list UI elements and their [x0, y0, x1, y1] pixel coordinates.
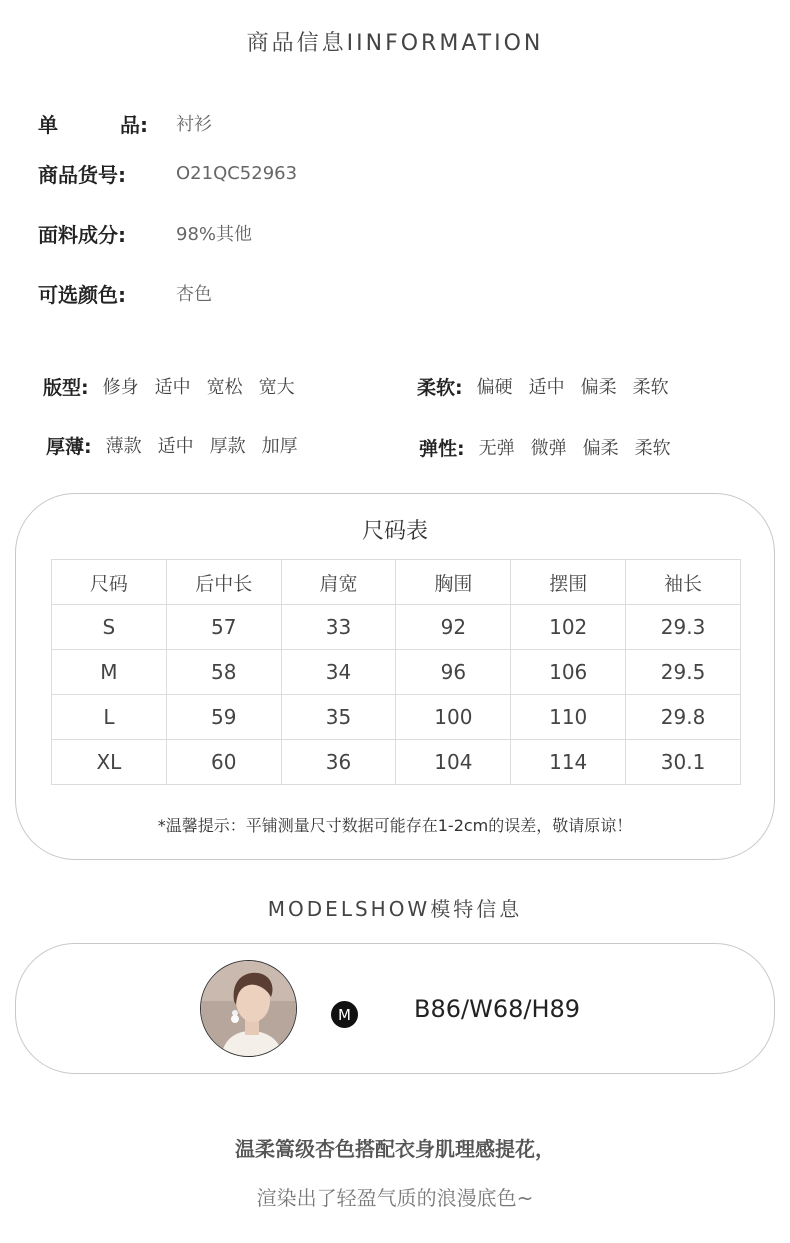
table-cell: L — [52, 695, 167, 740]
info-value-fabric: 98%其他 — [176, 224, 253, 245]
attr-label-softness: 柔软: — [417, 376, 463, 399]
attr-option-selected: 宽松 — [205, 373, 245, 399]
table-cell: S — [52, 605, 167, 650]
attr-row-elasticity — [419, 431, 685, 463]
info-section-title: 商品信息IINFORMATION — [246, 31, 544, 56]
size-chart-note: *温馨提示：平铺测量尺寸数据可能存在1-2cm的误差，敬请原谅！ — [157, 816, 633, 835]
table-cell: 34 — [281, 650, 396, 695]
attr-option: 厚款 — [209, 436, 246, 457]
table-row — [52, 605, 741, 650]
table-cell: 104 — [396, 740, 511, 785]
table-cell: 57 — [166, 605, 281, 650]
table-header-cell: 胸围 — [396, 560, 511, 605]
size-chart-title: 尺码表 — [361, 519, 428, 544]
info-value-item: 衬衫 — [176, 114, 212, 135]
attr-option: 适中 — [154, 377, 191, 398]
attr-option: 加厚 — [261, 436, 298, 457]
table-header-cell: 后中长 — [166, 560, 281, 605]
attr-option-selected: 适中 — [156, 432, 196, 458]
table-cell: 60 — [166, 740, 281, 785]
table-cell: XL — [52, 740, 167, 785]
table-cell: 59 — [166, 695, 281, 740]
table-cell: 96 — [396, 650, 511, 695]
attr-option: 偏柔 — [580, 377, 617, 398]
info-value-sku: O21QC52963 — [176, 162, 298, 184]
table-cell: 110 — [511, 695, 626, 740]
info-row-fabric — [38, 218, 252, 248]
table-cell: 29.8 — [626, 695, 741, 740]
table-cell: 92 — [396, 605, 511, 650]
attr-option: 柔软 — [632, 377, 669, 398]
attr-option-selected: 适中 — [527, 373, 567, 399]
attr-label-fit: 版型: — [43, 376, 89, 399]
attr-row-softness — [417, 370, 683, 402]
table-cell: M — [52, 650, 167, 695]
attr-row-fit — [43, 370, 309, 402]
table-header-cell: 尺码 — [52, 560, 167, 605]
model-info-panel — [15, 943, 775, 1074]
attr-option: 修身 — [102, 377, 139, 398]
table-cell: 29.3 — [626, 605, 741, 650]
table-cell: 114 — [511, 740, 626, 785]
table-cell: 106 — [511, 650, 626, 695]
info-label-color: 可选颜色: — [38, 282, 126, 307]
attr-label-thickness: 厚薄: — [46, 435, 92, 458]
info-row-sku — [38, 158, 297, 188]
info-label-char: 品: — [120, 112, 148, 137]
table-header-cell: 袖长 — [626, 560, 741, 605]
attr-option-selected: 偏柔 — [581, 434, 621, 460]
info-label-item — [38, 109, 148, 138]
table-cell: 36 — [281, 740, 396, 785]
info-value-color: 杏色 — [176, 284, 212, 305]
tagline-line-1: 温柔篙级杏色搭配衣身肌理感提花， — [235, 1137, 555, 1161]
tagline-line-2: 渲染出了轻盈气质的浪漫底色~ — [256, 1186, 534, 1210]
size-table — [51, 559, 741, 785]
attr-option: 偏硬 — [476, 377, 513, 398]
info-label-char: 单 — [38, 112, 58, 137]
info-row-color — [38, 278, 212, 308]
table-cell: 30.1 — [626, 740, 741, 785]
attr-row-thickness — [46, 429, 312, 461]
model-measurements: B86/W68/H89 — [414, 995, 581, 1023]
model-size-badge: M — [331, 1001, 358, 1028]
table-cell: 29.5 — [626, 650, 741, 695]
table-cell: 33 — [281, 605, 396, 650]
table-cell: 102 — [511, 605, 626, 650]
model-section-title: MODELSHOW模特信息 — [267, 897, 523, 921]
info-label-sku: 商品货号: — [38, 162, 126, 187]
table-row — [52, 695, 741, 740]
table-cell: 58 — [166, 650, 281, 695]
info-row-item — [38, 108, 212, 138]
table-row — [52, 740, 741, 785]
attr-option: 薄款 — [105, 436, 142, 457]
table-header-cell: 肩宽 — [281, 560, 396, 605]
attr-option: 柔软 — [634, 438, 671, 459]
attr-option: 微弹 — [530, 438, 567, 459]
table-header-row — [52, 560, 741, 605]
attr-option: 宽大 — [258, 377, 295, 398]
table-cell: 35 — [281, 695, 396, 740]
table-header-cell: 摆围 — [511, 560, 626, 605]
attr-label-elasticity: 弹性: — [419, 437, 465, 460]
attr-option: 无弹 — [478, 438, 515, 459]
model-portrait-image — [201, 961, 297, 1057]
table-cell: 100 — [396, 695, 511, 740]
model-avatar — [200, 960, 297, 1057]
table-row — [52, 650, 741, 695]
info-label-fabric: 面料成分: — [38, 222, 126, 247]
